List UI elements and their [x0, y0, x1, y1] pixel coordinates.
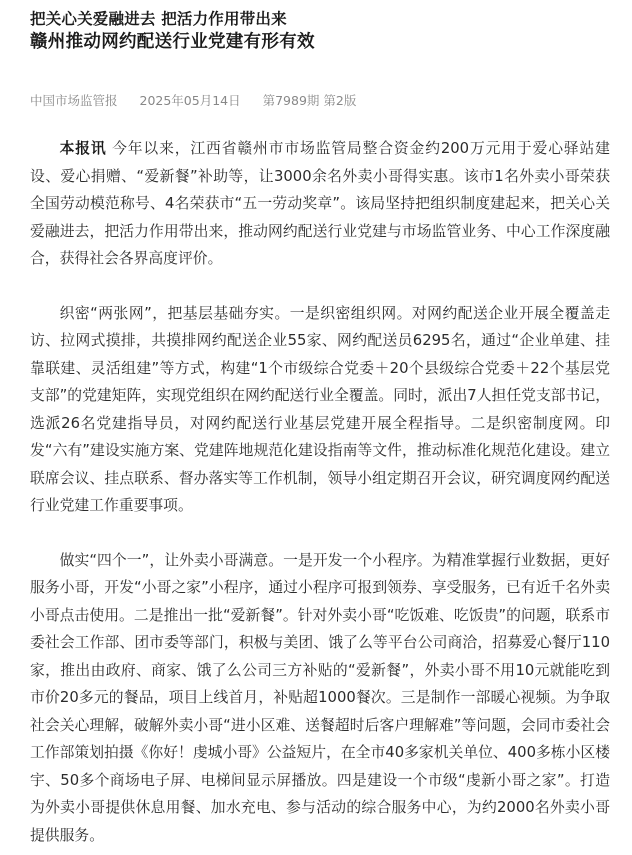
- article-paragraph-2: 织密“两张网”，把基层基础夯实。一是织密组织网。对网约配送企业开展全覆盖走访、拉网式摸排，共摸排网约配送企业55家、网约配送员6295名，通过“企业单建、挂靠联建、灵活组建”等方式，构建“1个市级综合党委＋20个县级综合党委＋22个基层党支部”的党建矩阵，实现党组织在网约配送行业全覆盖。同时，派出7人担任党支部书记，选派26名党建指导员，对网约配送行业基层党建开展全程指导。二是织密制度网。印发“六有”建设实施方案、党建阵地规范化建设指南等文件，推动标准化规范化建设。建立联席会议、挂点联系、督办落实等工作机制，领导小组定期召开会议，研究调度网约配送行业党建工作重要事项。: [30, 304, 610, 514]
- meta-date: 2025年05月14日: [139, 93, 241, 108]
- meta-source: 中国市场监管报: [30, 93, 118, 108]
- meta-page: 第2版: [323, 93, 357, 108]
- paragraph-text: 今年以来，江西省赣州市市场监管局整合资金约200万元用于爱心驿站建设、爱心捐赠、“爱新餐”补助等，让3000余名外卖小哥得实惠。该市1名外卖小哥荣获全国劳动模范称号、4名荣获市“五一劳动奖章”。该局坚持把组织制度建起来，把关心关爱融进去，把活力作用带出来，推动网约配送行业党建与市场监管业务、中心工作深度融合，获得社会各界高度评价。: [30, 140, 610, 267]
- article-paragraph-3: 做实“四个一”，让外卖小哥满意。一是开发一个小程序。为精准掌握行业数据，更好服务小哥，开发“小哥之家”小程序，通过小程序可报到领券、享受服务，已有近千名外卖小哥点击使用。二是推出一批“爱新餐”。针对外卖小哥“吃饭难、吃饭贵”的问题，联系市委社会工作部、团市委等部门，积极与美团、饿了么等平台公司商洽，招募爱心餐厅110家，推出由政府、商家、饿了么公司三方补贴的“爱新餐”，外卖小哥不用10元就能吃到市价20多元的餐品，项目上线首月，补贴超1000餐次。三是制作一部暖心视频。为争取社会关心理解，破解外卖小哥“进小区难、送餐超时后客户理解难”等问题，会同市委社会工作部策划拍摄《你好！虔城小哥》公益短片，在全市40多家机关单位、400多栋小区楼宇、50多个商场电子屏、电梯间显示屏播放。四是建设一个市级“虔新小哥之家”。打造为外卖小哥提供休息用餐、加水充电、参与活动的综合服务中心，为约2000名外卖小哥提供服务。: [30, 551, 610, 844]
- article-body: [30, 135, 610, 849]
- article-title: 赣州推动网约配送行业党建有形有效: [30, 32, 315, 52]
- article-lead: 本报讯: [59, 140, 107, 157]
- article-meta: [30, 92, 610, 110]
- meta-issue: 第7989期: [262, 93, 320, 108]
- article-paragraph-1: [30, 135, 610, 273]
- article-subtitle: 把关心关爱融进去 把活力作用带出来: [30, 10, 287, 28]
